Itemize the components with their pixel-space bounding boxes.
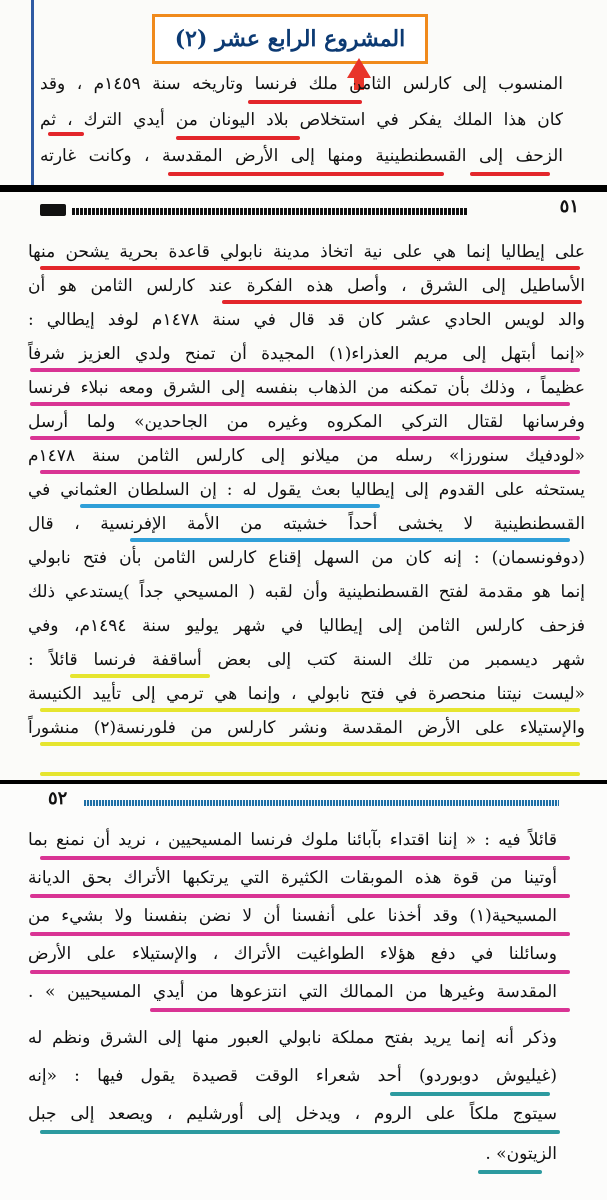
text-line: يستحثه على القدوم إلى إيطاليا بعث يقول له : إن السلطان العثماني في	[28, 480, 585, 500]
yellow-underline	[70, 674, 210, 678]
red-underline	[40, 266, 580, 270]
text-line: الزحف إلى القسطنطينية ومنها إلى الأرض المقدسة ، وكانت غارته	[40, 146, 563, 166]
blue-underline	[130, 538, 570, 542]
text-line: شهر ديسمبر من تلك السنة كتب إلى بعض أساقفة فرنسا قائلاً :	[28, 650, 585, 670]
text-line: فزحف كارلس الثامن إلى إيطاليا في شهر يوليو سنة ١٤٩٤م، وفي	[28, 616, 585, 636]
pink-underline	[150, 1008, 570, 1012]
text-line: إنما هو مقدمة لفتح القسطنطينية وأن لقبه ( المسيحي جداً )يستدعي ذلك	[28, 582, 585, 602]
red-underline	[248, 100, 362, 104]
text-line: القسطنطينية لا يخشى أحداً خشيته من الأمة الإفرنسية ، قال	[28, 514, 585, 534]
page-51	[0, 192, 607, 780]
text-line: وذكر أنه إنما يريد بفتح مملكة نابولي العبور منها إلى الشرق ونظم له	[28, 1028, 557, 1048]
text-line: المنسوب إلى كارلس الثامن ملك فرنسا وتاريخه سنة ١٤٥٩م ، وقد	[40, 74, 563, 94]
page-number: ٥١	[559, 196, 579, 217]
text-line: الزيتون» .	[485, 1144, 557, 1164]
text-line: «ليست نيتنا منحصرة في فتح نابولي ، وإنما هي ترمي إلى تأييد الكنيسة	[28, 684, 585, 704]
text-line: والد لويس الحادي عشر كان قد قال في سنة ١٤٧٨م لوفد إيطالي :	[28, 310, 585, 330]
pink-underline	[30, 402, 570, 406]
section-title-box	[152, 14, 428, 64]
ornament-icon	[40, 204, 66, 216]
pink-underline	[30, 894, 570, 898]
text-line: الأساطيل إلى الشرق ، وأصل هذه الفكرة عند كارلس الثامن هو أن	[28, 276, 585, 296]
pink-underline	[40, 856, 570, 860]
red-underline	[168, 172, 444, 176]
text-line: سيتوج ملكاً على الروم ، ويدخل إلى أورشليم ، ويصعد إلى جبل	[28, 1104, 557, 1124]
yellow-underline	[40, 708, 580, 712]
header-rule	[72, 208, 467, 215]
page-number: ٥٢	[48, 788, 68, 809]
text-line: أوتينا من قوة هذه الموبقات الكثيرة التي يرتكبها الأتراك بحق الديانة	[28, 868, 557, 888]
yellow-underline	[40, 772, 580, 776]
page-52	[0, 784, 607, 1200]
pink-underline	[30, 436, 580, 440]
teal-underline	[478, 1170, 542, 1174]
header-rule	[84, 800, 559, 806]
margin-rule	[31, 0, 34, 185]
red-underline	[222, 300, 582, 304]
yellow-underline	[40, 742, 580, 746]
text-line: المسيحية(١) وقد أخذنا على أنفسنا أن لا نضن بنفسنا ولا بشيء من	[28, 906, 557, 926]
red-underline	[470, 172, 550, 176]
text-line: «لودفيك سنورزا» رسله من ميلانو إلى كارلس الثامن سنة ١٤٧٨م	[28, 446, 585, 466]
teal-underline	[390, 1092, 550, 1096]
text-line: قائلاً فيه : « إننا اقتداء بآبائنا ملوك فرنسا المسيحيين ، نريد أن نمنع بما	[28, 830, 557, 850]
page-excerpt-top	[0, 0, 607, 185]
pink-underline	[30, 932, 570, 936]
text-line: (غيليوش دوبوردو) أحد شعراء الوقت قصيدة يقول فيها : «إنه	[28, 1066, 557, 1086]
red-underline	[48, 132, 84, 136]
text-line: على إيطاليا إنما هي على نية اتخاذ مدينة نابولي قاعدة بحرية يشحن منها	[28, 242, 585, 262]
text-line: «إنما أبتهل إلى مريم العذراء(١) المجيدة أن تمنح ولدي العزيز شرفاً	[28, 344, 586, 364]
text-line: والإستيلاء على الأرض المقدسة ونشر كارلس من فلورنسة(٢) منشوراً	[28, 718, 585, 738]
text-line: عظيماً ، وذلك بأن تمكنه من الذهاب بنفسه إلى الشرق ومعه نبلاء فرنسا	[28, 378, 585, 398]
pink-underline	[30, 368, 580, 372]
red-underline	[176, 136, 300, 140]
text-line: كان هذا الملك يفكر في استخلاص بلاد اليونان من أيدي الترك ، ثم	[40, 110, 563, 130]
text-line: المقدسة وغيرها من الممالك التي انتزعوها من أيدي المسيحيين » .	[28, 982, 557, 1002]
blue-underline	[80, 504, 380, 508]
text-line: وفرسانها لقتال التركي المكروه وغيره من الجاحدين» ولما أرسل	[28, 412, 585, 432]
pink-underline	[40, 470, 580, 474]
section-title: المشروع الرابع عشر (٢)	[174, 26, 406, 52]
text-line: وسائلنا في دفع هؤلاء الطواغيت الأتراك ، والإستيلاء على الأرض	[28, 944, 557, 964]
text-line: (دوفونسمان) : إنه كان من السهل إقناع كارلس الثامن بأن فتح نابولي	[28, 548, 585, 568]
teal-underline	[40, 1130, 560, 1134]
pink-underline	[30, 970, 570, 974]
